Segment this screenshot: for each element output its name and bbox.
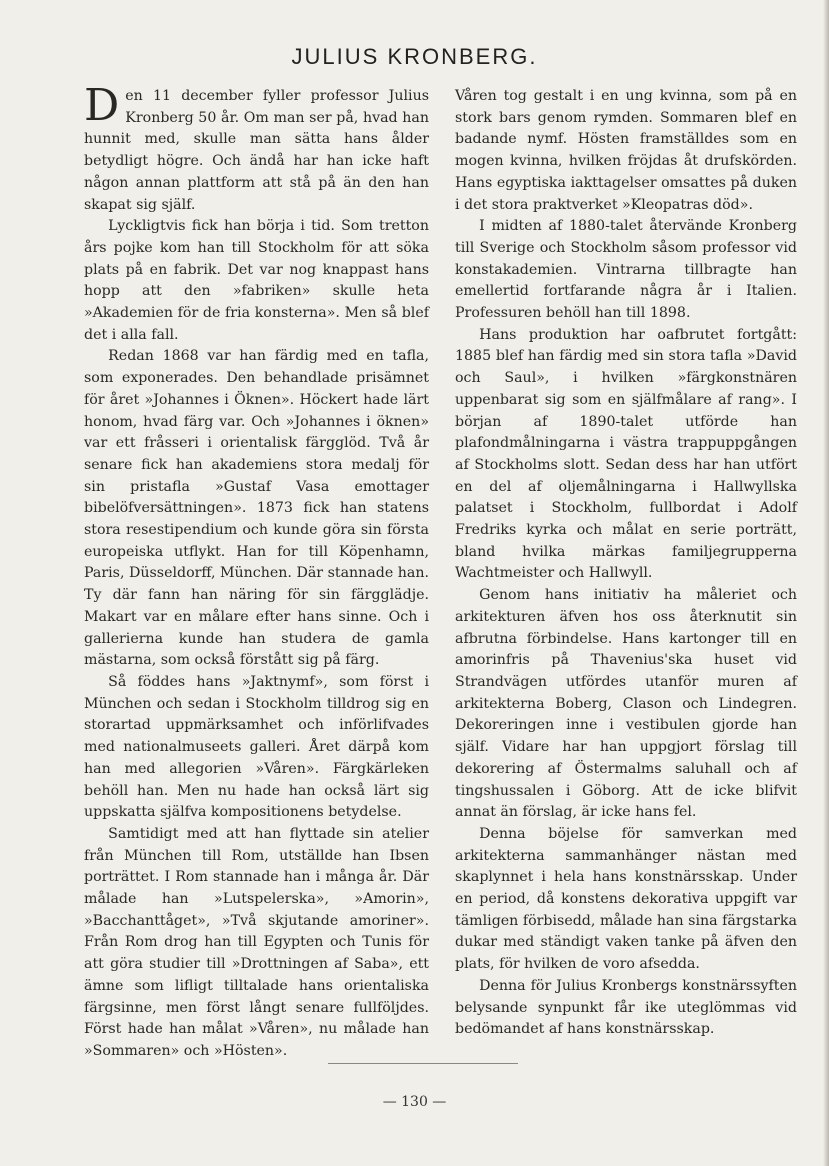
page-edge-shadow	[823, 0, 829, 1166]
left-paragraph: Lyckligtvis fick han börja i tid. Som tretton års pojke kom han till Stockholm för att söka plats på en fabrik. Det var nog knappast hans hopp att den »fabriken» skulle heta »Akademien för de fria konsterna». Men så blef det i alla fall.	[84, 218, 429, 343]
right-paragraph: Denna böjelse för samverkan med arkitekterna sammanhänger nästan med skaplynnet i hela hans konstnärsskap. Under en period, då konstens dekorativa uppgift var tämligen förbisedd, målade han sina färgstarka dukar med ständigt vaken tanke på äfven den plats, för hvilken de voro afsedda.	[455, 825, 797, 973]
opening-paragraph	[84, 80, 429, 216]
left-paragraph: Så föddes hans »Jaktnymf», som först i München och sedan i Stockholm tilldrog sig en storartad uppmärksamhet och införlifvades med nationalmuseets galleri. Året därpå kom han med allegorien »Våren». Färgkärleken behöll han. Men nu hade han också lärt sig uppskatta själfva kompositionens betydelse.	[84, 673, 429, 821]
right-paragraph: Våren tog gestalt i en ung kvinna, som på en stork bars genom rymden. Sommaren blef en badande nymf. Hösten framställdes som en mogen kvinna, hvilken fröjdas åt drufskörden. Hans egyptiska iakttagelser omsattes på duken i det stora praktverket »Kleopatras död».	[455, 88, 797, 213]
opening-paragraph-text: en 11 december fyller professor Julius Kronberg 50 år. Om man ser på, hvad han hunnit med, skulle man sätta hans ålder betydligt högre. Och ändå har han icke haft någon annan plattform att stå på än den han skapat sig själf.	[84, 88, 429, 213]
article-title: JULIUS KRONBERG.	[291, 44, 538, 69]
right-paragraph: Genom hans initiativ ha måleriet och arkitekturen äfven hos oss återknutit sin afbrutna förbindelse. Hans kartonger till en amorinfris på Thavenius'ska huset vid Strandvägen utfördes utanför muren af arkitekterna Boberg, Clason och Lindegren. Dekoreringen inne i vestibulen gjorde han själf. Vidare har han uppgjort förslag till dekorering af Östermalms saluhall och af tingshussalen i Göborg. Att de icke blifvit annat än förslag, är icke hans fel.	[455, 587, 797, 821]
page-number: — 130 —	[382, 1094, 447, 1110]
left-paragraph: Redan 1868 var han färdig med en tafla, som exponerades. Den behandlade prisämnet för året »Johannes i Öknen». Höckert hade lärt honom, hvad färg var. Och »Johannes i öknen» var ett fråsseri i orientalisk färgglöd. Två år senare fick han akademiens stora medalj för sin pristafla »Gustaf Vasa emottager bibelöfversättningen». 1873 fick han statens stora resestipendium och kunde göra sin första europeiska utflykt. Han for till Köpenhamn, Paris, Düsseldorff, München. Där stannade han. Ty där fann han näring för sin färgglädje. Makart var en målare efter hans sinne. Och i gallerierna kunde han studera de gamla mästarna, som också förstått sig på färg.	[84, 348, 429, 669]
right-paragraph: I midten af 1880-talet återvände Kronberg till Sverige och Stockholm såsom professor vid konstakademien. Vintrarna tillbragte han emellertid fortfarande några år i Italien. Professuren behöll han till 1898.	[455, 218, 797, 322]
right-paragraph: Denna för Julius Kronbergs konstnärssyften belysande synpunkt får ike uteglömmas vid bedömandet af hans konstnärsskap.	[455, 977, 797, 1038]
left-column	[84, 80, 429, 1063]
right-column	[455, 86, 797, 1041]
right-paragraph: Hans produktion har oafbrutet fortgått: 1885 blef han färdig med sin stora tafla »David och Saul», i hvilken »färgkonstnären uppenbarat sig som en själfmålare af rang». I början af 1890-talet utförde han plafondmålningarna i västra trappuppgången af Stockholms slott. Sedan dess har han utfört en del af oljemålningarna i Hallwyllska palatset i Stockholm, fullbordat i Adolf Fredriks kyrka och målat en serie porträtt, bland hvilka märkas familjegrupperna Wachtmeister och Hallwyll.	[455, 326, 797, 582]
footer-divider	[328, 1063, 518, 1064]
left-paragraph: Samtidigt med att han flyttade sin atelier från München till Rom, utställde han Ibsen porträttet. I Rom stannade han i många år. Där målade han »Lutspelerska», »Amorin», »Bacchanttåget», »Två skjutande amoriner». Från Rom drog han till Egypten och Tunis för att göra studier till »Drottningen af Saba», ett ämne som lifligt tilltalade hans orientaliska färgsinne, men först långt senare fullföljdes. Först hade han målat »Våren», nu målade han »Sommaren» och »Hösten».	[84, 825, 429, 1059]
drop-cap: D	[84, 80, 120, 131]
